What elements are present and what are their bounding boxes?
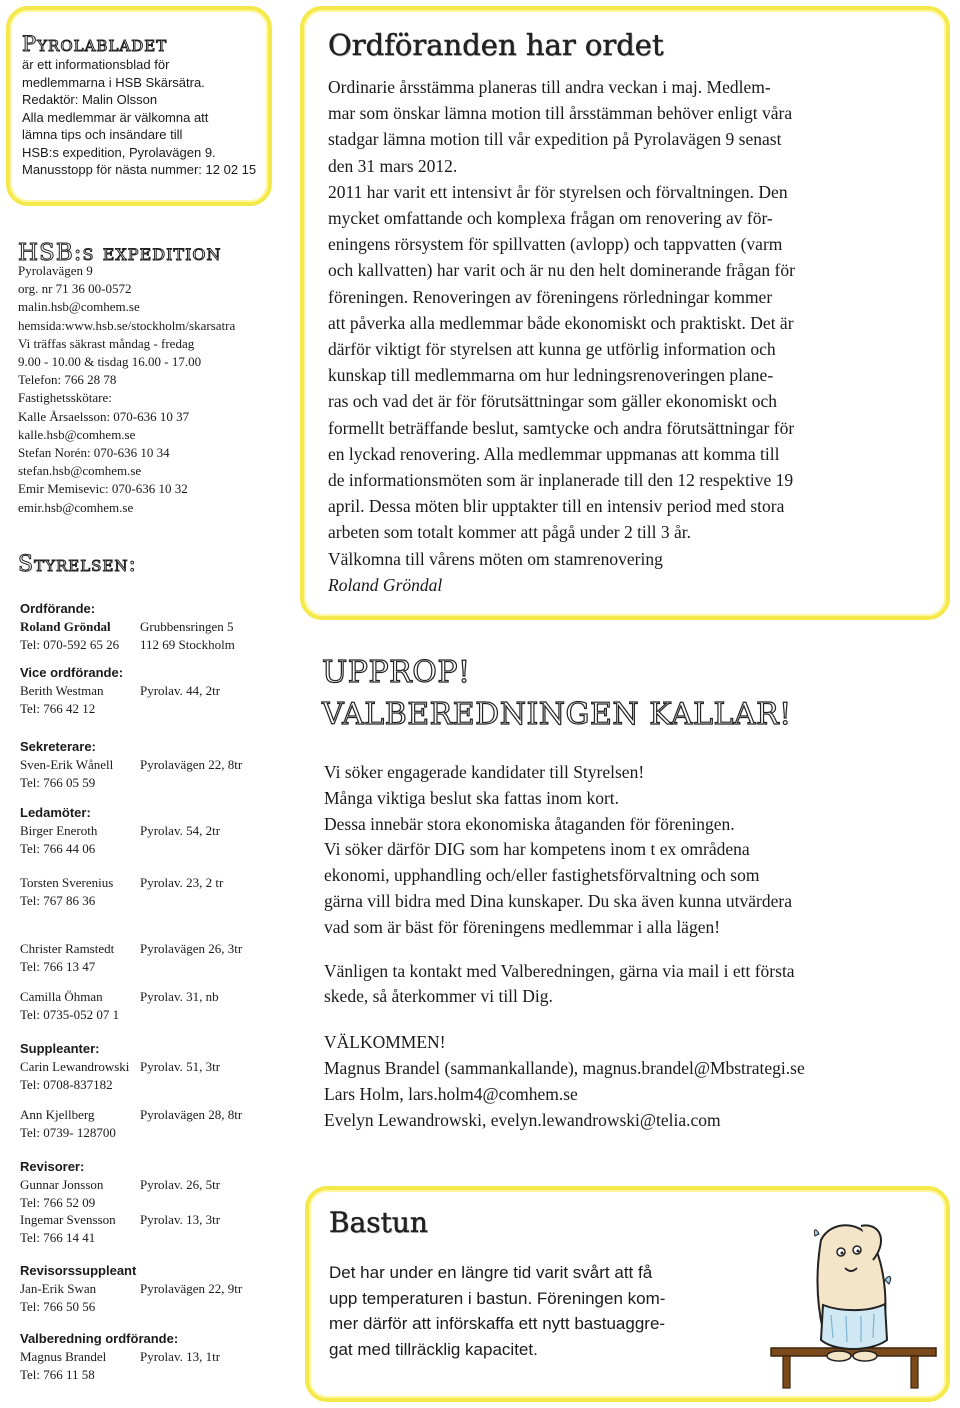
board-row — [20, 940, 270, 958]
upprop-line: ekonomi, upphandling och/eller fastighetsförvaltning och som — [324, 865, 760, 886]
board-name: Ingemar Svensson — [20, 1212, 116, 1228]
chairman-line: formellt beträffande beslut, samtycke och andra förutsättningar för — [328, 417, 795, 438]
upprop-title — [322, 652, 792, 736]
hsb-line: stefan.hsb@comhem.se — [18, 463, 142, 479]
pyrolabladet-title: Pyrolabladet — [22, 32, 168, 56]
board-row — [20, 1106, 270, 1124]
board-name: Berith Westman — [20, 682, 104, 698]
hsb-line: malin.hsb@comhem.se — [18, 299, 140, 315]
board-address: 112 69 Stockholm — [140, 636, 235, 652]
hsb-line: Telefon: 766 28 78 — [18, 372, 117, 388]
board-address: Pyrolav. 54, 2tr — [140, 822, 221, 838]
chairman-line: mycket omfattande och komplexa frågan om renovering av för- — [328, 208, 773, 229]
pyrolabladet-line: medlemmarna i HSB Skärsätra. — [22, 74, 205, 90]
board-address: Pyrolav. 13, 3tr — [140, 1212, 221, 1228]
board-name: Tel: 766 05 59 — [20, 774, 96, 790]
upprop-text — [324, 760, 940, 1133]
chairman-line: 2011 har varit ett intensivt år för styrelsen och förvaltningen. Den — [328, 181, 788, 202]
chairman-line: kunskap till medlemmarna om hur ledningsrenoveringen plane- — [328, 365, 774, 386]
bastun-line: gat med tillräcklig kapacitet. — [329, 1339, 538, 1359]
hsb-line: Fastighetsskötare: — [18, 390, 112, 406]
board-row — [20, 1124, 270, 1142]
upprop-line: Många viktiga beslut ska fattas inom kort. — [324, 787, 620, 808]
chairman-line: Ordinarie årsstämma planeras till andra veckan i maj. Medlem- — [328, 77, 771, 97]
hsb-line: Emir Memisevic: 070-636 10 32 — [18, 481, 188, 497]
upprop-line: skede, så återkommer vi till Dig. — [324, 986, 553, 1007]
board-role: Ordförande: — [20, 601, 96, 616]
board-group — [20, 940, 270, 976]
hsb-line: Kalle Årsaelsson: 070-636 10 37 — [18, 408, 190, 424]
board-row — [20, 1280, 270, 1298]
board-name: Tel: 766 13 47 — [20, 958, 96, 974]
board-row — [20, 892, 270, 910]
board-row — [20, 1229, 270, 1247]
chairman-line: en lyckad renovering. Alla medlemmar uppmanas att komma till — [328, 443, 780, 464]
board-row — [20, 682, 270, 700]
board-group — [20, 1158, 270, 1247]
board-row — [20, 1058, 270, 1076]
chairman-line: de informationsmöten som är inplanerade till den 12 respektive 19 — [328, 470, 794, 491]
board-name: Carin Lewandrowski — [20, 1058, 130, 1074]
board-address: Pyrolavägen 28, 8tr — [140, 1107, 243, 1122]
board-row — [20, 1348, 270, 1366]
board-name: Tel: 766 50 56 — [20, 1298, 96, 1314]
bastun-line: upp temperaturen i bastun. Föreningen kom- — [329, 1288, 666, 1308]
board-address: Pyrolavägen 26, 3tr — [140, 941, 243, 956]
board-group — [20, 738, 270, 791]
hsb-expedition-box — [6, 222, 272, 522]
board-row — [20, 1006, 270, 1024]
board-address: Pyrolav. 44, 2tr — [140, 682, 221, 698]
board-name: Tel: 766 52 09 — [20, 1194, 96, 1210]
board-name: Birger Eneroth — [20, 822, 98, 838]
chairman-line: den 31 mars 2012. — [328, 155, 458, 176]
upprop-contact-line: Evelyn Lewandrowski, evelyn.lewandrowski@telia.com — [324, 1109, 721, 1130]
board-name: Magnus Brandel — [20, 1348, 107, 1364]
board-row — [20, 700, 270, 718]
board-row — [20, 1211, 270, 1229]
board-address: Pyrolav. 23, 2 tr — [140, 875, 224, 890]
upprop-line: Dessa innebär stora ekonomiska åtaganden för föreningen. — [324, 813, 735, 834]
board-name: Tel: 0708-837182 — [20, 1076, 113, 1092]
board-role: Suppleanter: — [20, 1041, 100, 1056]
chairman-line: föreningen. Renoveringen av föreningens rörledningar kommer — [328, 286, 773, 307]
chairman-line: april. Dessa möten blir upptakter till en intensiv period med stora — [328, 496, 785, 517]
board-row — [20, 1176, 270, 1194]
hsb-line: 9.00 - 10.00 & tisdag 16.00 - 17.00 — [18, 354, 202, 370]
chairman-line: att påverka alla medlemmar både ekonomiskt och praktiskt. Det är — [328, 312, 794, 333]
board-row — [20, 988, 270, 1006]
hsb-line: Pyrolavägen 9 — [18, 263, 93, 278]
board-row — [20, 618, 270, 636]
board-name: Tel: 767 86 36 — [20, 892, 96, 908]
board-address: Pyrolav. 51, 3tr — [140, 1058, 221, 1074]
pyrolabladet-line: Redaktör: Malin Olsson — [22, 92, 158, 107]
bastun-box — [305, 1186, 950, 1402]
chairman-line: och kallvatten) har varit och är nu den helt dominerande frågan för — [328, 260, 795, 281]
upprop-line: Vi söker därför DIG som har kompetens inom t ex områdena — [324, 839, 750, 860]
board-name: Sven-Erik Wånell — [20, 756, 114, 772]
board-name: Tel: 766 44 06 — [20, 840, 96, 856]
hsb-line: kalle.hsb@comhem.se — [18, 426, 136, 442]
board-name: Tel: 766 42 12 — [20, 700, 96, 716]
board-row — [20, 1076, 270, 1094]
hsb-line: Stefan Norén: 070-636 10 34 — [18, 445, 170, 461]
pyrolabladet-text — [22, 56, 266, 179]
upprop-line: vad som är bäst för föreningens medlemmar i alla lägen! — [324, 916, 721, 937]
board-name: Tel: 766 11 58 — [20, 1366, 95, 1382]
board-row — [20, 958, 270, 976]
bastun-line: mer därför att införskaffa ett nytt bastuaggre- — [329, 1314, 666, 1333]
sauna-person-illustration — [761, 1200, 941, 1390]
bastun-text — [329, 1260, 729, 1362]
board-row — [20, 774, 270, 792]
hsb-line: Vi träffas säkrast måndag - fredag — [18, 335, 195, 351]
pyrolabladet-line: lämna tips och insändare till — [22, 127, 183, 142]
board-address: Pyrolav. 31, nb — [140, 989, 219, 1004]
board-row — [20, 1194, 270, 1212]
chairman-line: eningens rörsystem för spillvatten (avlopp) och tappvatten (varm — [328, 234, 783, 255]
chairman-line: mar som önskar lämna motion till årsstämman behöver enligt våra — [328, 103, 793, 124]
board-group — [20, 664, 270, 717]
upprop-line: gärna vill bidra med Dina kunskaper. Du ska även kunna utvärdera — [324, 890, 792, 911]
chairman-line: arbeten som totalt kommer att pågå under 2 till 3 år. — [328, 522, 692, 543]
board-role: Sekreterare: — [20, 739, 96, 754]
board-address: Pyrolavägen 22, 8tr — [140, 756, 243, 772]
board-group — [20, 1040, 270, 1093]
chairman-text — [328, 74, 928, 598]
chairman-line: ras och vad det är för förutsättningar som gäller ekonomiskt och — [328, 391, 778, 412]
board-address: Pyrolav. 26, 5tr — [140, 1176, 221, 1192]
board-group — [20, 1106, 270, 1142]
chairman-line: därför viktigt för styrelsen att kunna ge utförlig information och — [328, 339, 776, 360]
board-address: Grubbensringen 5 — [140, 618, 234, 634]
styrelsen-title: Styrelsen: — [18, 552, 137, 577]
pyrolabladet-line: Alla medlemmar är välkomna att — [22, 109, 209, 125]
board-group — [20, 804, 270, 857]
board-name: Torsten Sverenius — [20, 875, 114, 890]
hsb-expedition-text — [18, 262, 272, 517]
upprop-contact-line: Magnus Brandel (sammankallande), magnus.brandel@Mbstrategi.se — [324, 1057, 805, 1078]
chairman-line: Välkomna till vårens möten om stamrenovering — [328, 548, 663, 569]
hsb-line: emir.hsb@comhem.se — [18, 499, 134, 515]
board-group — [20, 1330, 270, 1383]
hsb-line: hemsida:www.hsb.se/stockholm/skarsatra — [18, 317, 236, 333]
board-row — [20, 822, 270, 840]
board-name: Tel: 0739- 128700 — [20, 1124, 116, 1140]
bastun-line: Det har under en längre tid varit svårt att få — [329, 1263, 653, 1282]
upprop-contact-line: VÄLKOMMEN! — [324, 1032, 446, 1053]
chairman-line: stadgar lämna motion till vår expedition på Pyrolavägen 9 senast — [328, 129, 782, 150]
board-row — [20, 874, 270, 892]
board-role: Revisorer: — [20, 1159, 85, 1174]
board-group — [20, 874, 270, 910]
board-name: Camilla Öhman — [20, 989, 103, 1004]
chairman-title: Ordföranden har ordet — [328, 28, 664, 62]
board-role: Vice ordförande: — [20, 665, 124, 680]
upprop-title-line-2: VALBEREDNINGEN KALLAR! — [322, 697, 792, 732]
pyrolabladet-line: HSB:s expedition, Pyrolavägen 9. — [22, 144, 216, 160]
chairman-box — [300, 6, 950, 620]
hsb-expedition-title: HSB:s expedition — [18, 240, 222, 266]
board-address: Pyrolavägen 22, 9tr — [140, 1280, 243, 1296]
board-name: Christer Ramstedt — [20, 941, 115, 956]
pyrolabladet-box — [6, 6, 272, 206]
board-name: Ann Kjellberg — [20, 1107, 95, 1122]
board-address: Pyrolav. 13, 1tr — [140, 1348, 221, 1364]
board-role: Revisorssuppleant — [20, 1263, 137, 1278]
board-role: Valberedning ordförande: — [20, 1331, 179, 1346]
board-group — [20, 600, 270, 653]
pyrolabladet-line: är ett informationsblad för — [22, 57, 170, 72]
board-name: Jan-Erik Swan — [20, 1280, 97, 1296]
upprop-line: Vi söker engagerade kandidater till Styrelsen! — [324, 762, 645, 782]
board-row — [20, 1298, 270, 1316]
board-row — [20, 636, 270, 654]
board-name: Tel: 766 14 41 — [20, 1230, 96, 1246]
board-row — [20, 756, 270, 774]
board-role: Ledamöter: — [20, 805, 91, 820]
board-row — [20, 840, 270, 858]
hsb-line: org. nr 71 36 00-0572 — [18, 281, 132, 297]
board-name: Gunnar Jonsson — [20, 1176, 104, 1192]
board-name: Roland Gröndal — [20, 618, 111, 634]
pyrolabladet-line: Manusstopp för nästa nummer: 12 02 15 — [22, 162, 257, 177]
chairman-signature: Roland Gröndal — [328, 574, 443, 595]
board-group — [20, 1262, 270, 1315]
board-name: Tel: 070-592 65 26 — [20, 636, 120, 652]
board-group — [20, 988, 270, 1024]
upprop-contact-line: Lars Holm, lars.holm4@comhem.se — [324, 1083, 578, 1104]
board-row — [20, 1366, 270, 1384]
upprop-title-line-1: UPPROP! — [322, 655, 471, 690]
upprop-line: Vänligen ta kontakt med Valberedningen, gärna via mail i ett första — [324, 960, 795, 981]
board-name: Tel: 0735-052 07 1 — [20, 1006, 120, 1022]
bastun-title: Bastun — [329, 1206, 428, 1239]
